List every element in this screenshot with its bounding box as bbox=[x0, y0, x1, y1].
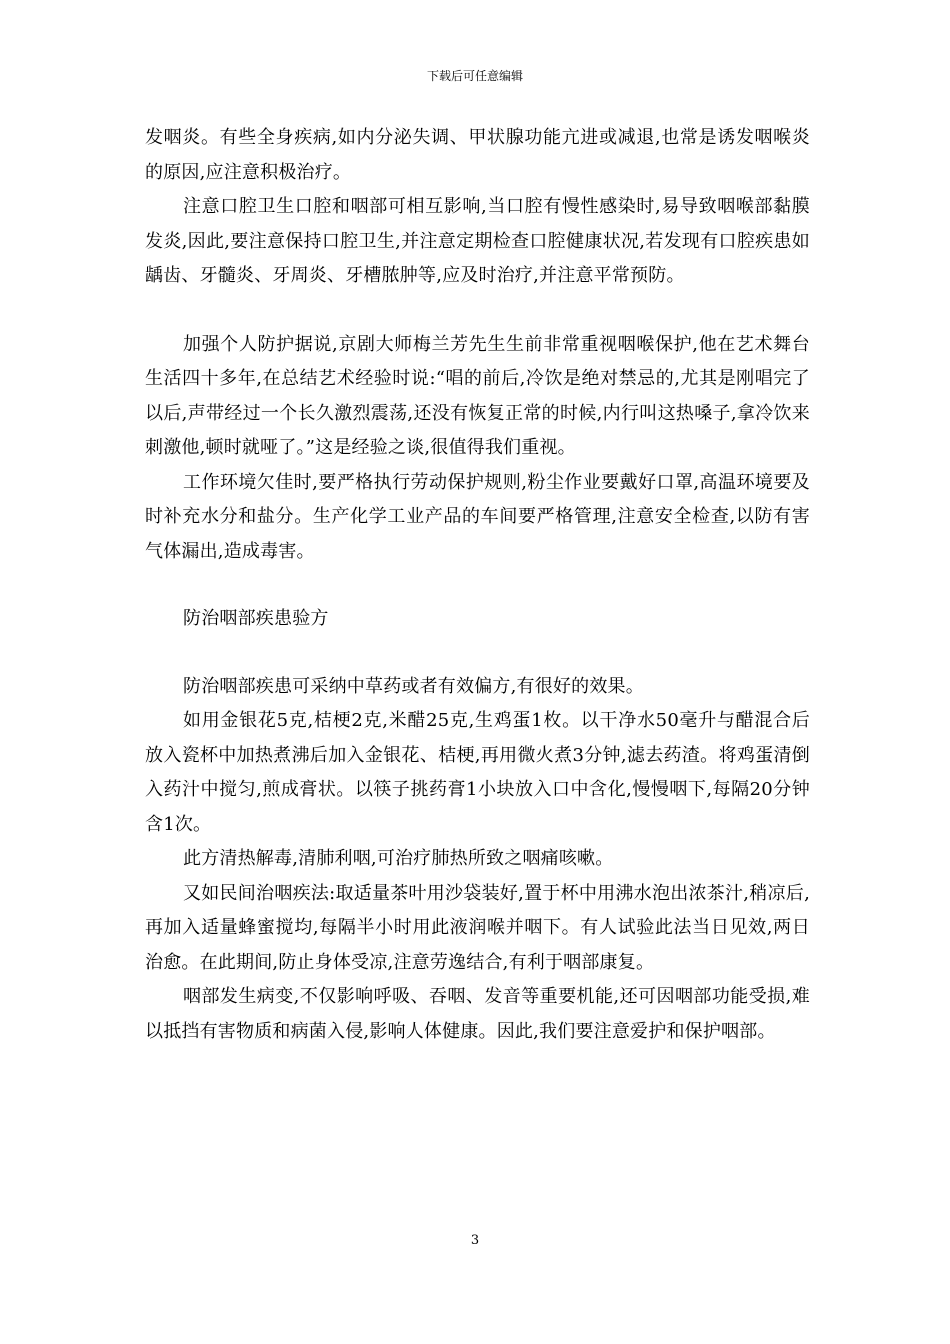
paragraph: 发咽炎。有些全身疾病,如内分泌失调、甲状腺功能亢进或减退,也常是诱发咽喉炎的原因,应注意积极治疗。 bbox=[145, 127, 810, 183]
paragraph: 注意口腔卫生口腔和咽部可相互影响,当口腔有慢性感染时,易导致咽喉部黏膜发炎,因此,要注意保持口腔卫生,并注意定期检查口腔健康状况,若发现有口腔疾患如龋齿、牙髓炎、牙周炎、牙槽脓肿等,应及时治疗,并注意平常预防。 bbox=[145, 196, 810, 286]
section-heading: 防治咽部疾患验方 bbox=[183, 608, 329, 629]
paragraph: 加强个人防护据说,京剧大师梅兰芳先生生前非常重视咽喉保护,他在艺术舞台生活四十多年,在总结艺术经验时说:“唱的前后,冷饮是绝对禁忌的,尤其是刚唱完了以后,声带经过一个长久激烈震荡,还没有恢复正常的时候,内行叫这热嗓子,拿冷饮来刺激他,顿时就哑了。”这是经验之谈,很值得我们重视。 bbox=[145, 333, 810, 458]
paragraph: 咽部发生病变,不仅影响呼吸、吞咽、发音等重要机能,还可因咽部功能受损,难以抵挡有害物质和病菌入侵,影响人体健康。因此,我们要注意爱护和保护咽部。 bbox=[145, 986, 810, 1042]
page-number: 3 bbox=[470, 1233, 480, 1248]
paragraph: 此方清热解毒,清肺利咽,可治疗肺热所致之咽痛咳嗽。 bbox=[183, 848, 614, 869]
paragraph: 又如民间治咽疾法:取适量茶叶用沙袋装好,置于杯中用沸水泡出浓茶汁,稍凉后,再加入适量蜂蜜搅均,每隔半小时用此液润喉并咽下。有人试验此法当日见效,两日治愈。在此期间,防止身体受凉,注意劳逸结合,有利于咽部康复。 bbox=[145, 882, 810, 973]
paragraph: 防治咽部疾患可采纳中草药或者有效偏方,有很好的效果。 bbox=[183, 675, 644, 697]
paragraph: 如用金银花5克,桔梗2克,米醋25克,生鸡蛋1枚。以干净水50毫升与醋混合后放入瓷杯中加热煮沸后加入金银花、桔梗,再用微火煮3分钟,滤去药渣。将鸡蛋清倒入药汁中搅匀,煎成膏状。以筷子挑药膏1小块放入口中含化,慢慢咽下,每隔20分钟含1次。 bbox=[145, 710, 810, 835]
page-header: 下载后可任意编辑 bbox=[426, 69, 523, 83]
document-body bbox=[145, 121, 810, 1049]
paragraph: 工作环境欠佳时,要严格执行劳动保护规则,粉尘作业要戴好口罩,高温环境要及时补充水分和盐分。生产化学工业产品的车间要严格管理,注意安全检查,以防有害气体漏出,造成毒害。 bbox=[145, 471, 810, 562]
